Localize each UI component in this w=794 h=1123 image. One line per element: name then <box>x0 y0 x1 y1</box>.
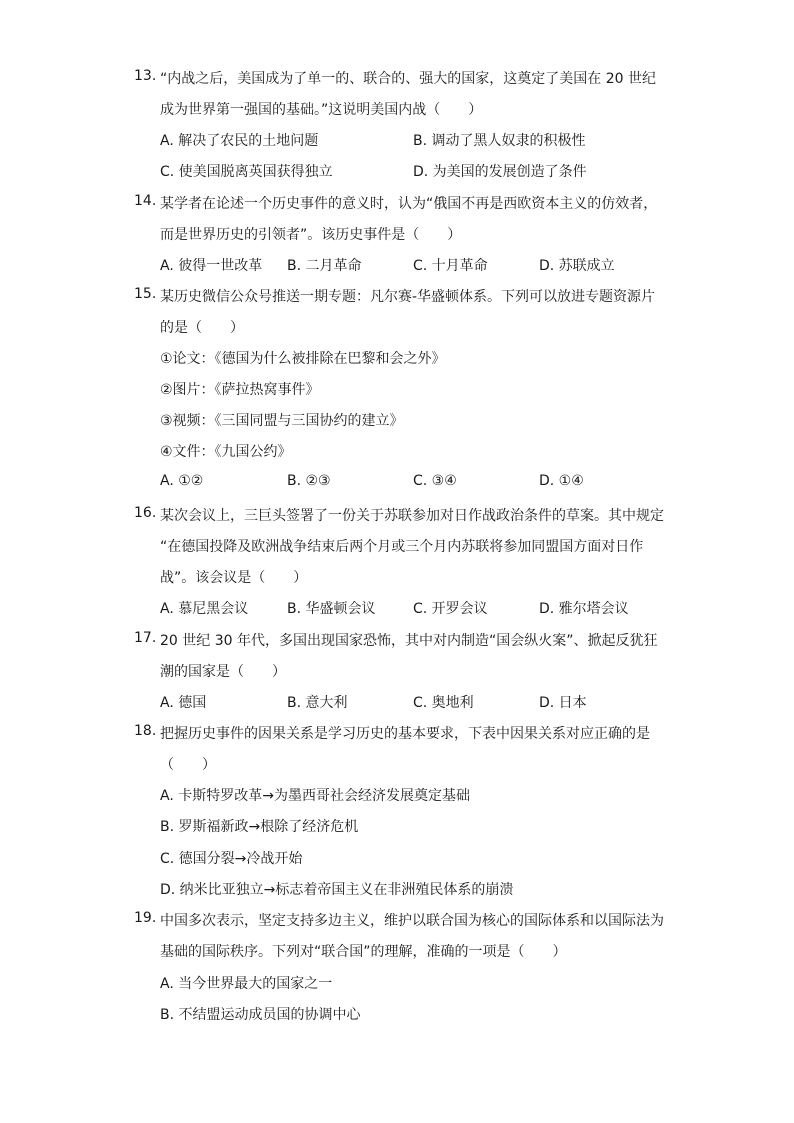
statement-item: ②图片：《萨拉热窝事件》 <box>160 382 320 398</box>
question-text-line: （ ） <box>160 757 216 773</box>
option-d: D. 雅尔塔会议 <box>539 601 629 617</box>
question-number: 14. <box>134 193 157 209</box>
option-a: A. ①② <box>160 473 204 489</box>
question-text-line: 把握历史事件的因果关系是学习历史的基本要求，下表中因果关系对应正确的是 <box>160 726 650 742</box>
question-text-line: 战”。该会议是（ ） <box>160 570 308 586</box>
question-text-line: 某历史微信公众号推送一期专题：凡尔赛-华盛顿体系。下列可以放进专题资源片 <box>160 289 656 305</box>
option-b: B. 意大利 <box>287 695 348 711</box>
question-number: 16. <box>134 505 157 521</box>
option-c: C. 十月革命 <box>413 258 488 274</box>
option-d: D. 苏联成立 <box>539 258 615 274</box>
option-d: D. 为美国的发展创造了条件 <box>413 164 587 180</box>
question-number: 18. <box>134 723 157 739</box>
option-a: A. 卡斯特罗改革→为墨西哥社会经济发展奠定基础 <box>160 788 470 804</box>
option-c: C. ③④ <box>413 473 457 489</box>
question-text-line: 而是世界历史的引领者”。该历史事件是（ ） <box>160 227 462 243</box>
option-d: D. 日本 <box>539 695 587 711</box>
option-a: A. 彼得一世改革 <box>160 258 263 274</box>
question-text-line: “内战之后，美国成为了单一的、联合的、强大的国家，这奠定了美国在 20 世纪 <box>160 71 656 87</box>
option-d: D. 纳米比亚独立→标志着帝国主义在非洲殖民体系的崩溃 <box>160 882 514 898</box>
question-text-line: “在德国投降及欧洲战争结束后两个月或三个月内苏联将参加同盟国方面对日作 <box>160 539 644 555</box>
question-number: 15. <box>134 286 157 302</box>
question-text-line: 某次会议上，三巨头签署了一份关于苏联参加对日作战政治条件的草案。其中规定 <box>160 508 664 524</box>
option-d: D. ①④ <box>539 473 584 489</box>
question-text-line: 基础的国际秩序。下列对“联合国”的理解，准确的一项是（ ） <box>160 944 567 960</box>
question-number: 13. <box>134 68 157 84</box>
option-b: B. ②③ <box>287 473 331 489</box>
option-c: C. 使美国脱离英国获得独立 <box>160 164 333 180</box>
option-b: B. 华盛顿会议 <box>287 601 376 617</box>
option-b: B. 二月革命 <box>287 258 362 274</box>
question-number: 17. <box>134 630 157 646</box>
statement-item: ①论文：《德国为什么被排除在巴黎和会之外》 <box>160 351 446 367</box>
question-text-line: 某学者在论述一个历史事件的意义时，认为“俄国不再是西欧资本主义的仿效者， <box>160 196 658 212</box>
option-a: A. 当今世界最大的国家之一 <box>160 976 333 992</box>
question-text-line: 成为世界第一强国的基础。”这说明美国内战（ ） <box>160 102 483 118</box>
question-text-line: 的是（ ） <box>160 320 244 336</box>
option-c: C. 德国分裂→冷战开始 <box>160 851 303 867</box>
option-b: B. 不结盟运动成员国的协调中心 <box>160 1007 361 1023</box>
question-number: 19. <box>134 910 157 926</box>
option-c: C. 开罗会议 <box>413 601 488 617</box>
option-a: A. 慕尼黑会议 <box>160 601 249 617</box>
question-text-line: 潮的国家是（ ） <box>160 664 286 680</box>
option-b: B. 调动了黑人奴隶的积极性 <box>413 133 586 149</box>
option-a: A. 德国 <box>160 695 207 711</box>
statement-item: ④文件：《九国公约》 <box>160 444 292 460</box>
statement-item: ③视频：《三国同盟与三国协约的建立》 <box>160 413 404 429</box>
question-text-line: 中国多次表示，坚定支持多边主义，维护以联合国为核心的国际体系和以国际法为 <box>160 913 664 929</box>
question-text-line: 20 世纪 30 年代，多国出现国家恐怖，其中对内制造“国会纵火案”、掀起反犹狂 <box>160 633 658 649</box>
option-b: B. 罗斯福新政→根除了经济危机 <box>160 819 359 835</box>
option-c: C. 奥地利 <box>413 695 474 711</box>
option-a: A. 解决了农民的土地问题 <box>160 133 319 149</box>
